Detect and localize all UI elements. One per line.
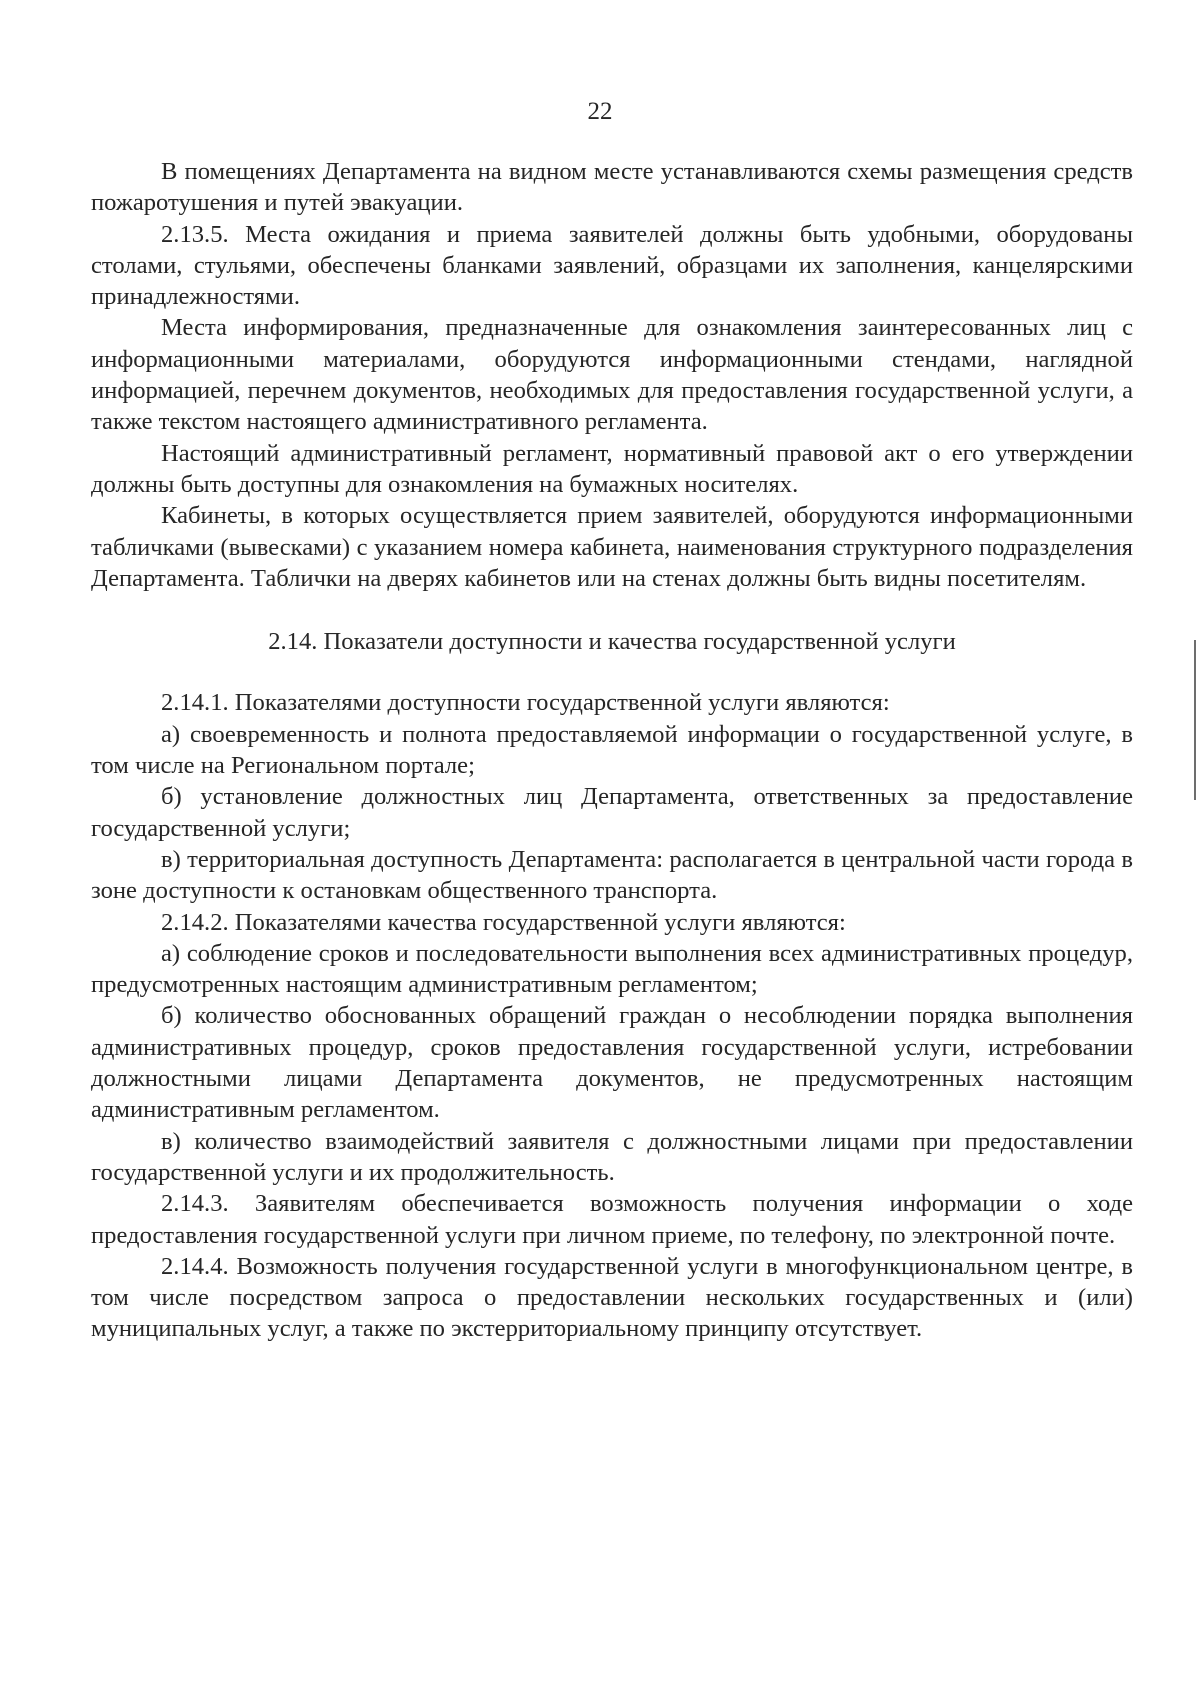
paragraph-2-14-3: 2.14.3. Заявителям обеспечивается возможность получения информации о ходе предоставления государственной услуги при личном приеме, по телефону, по электронной почте.: [91, 1190, 1133, 1249]
paragraph-evacuation-schemes: В помещениях Департамента на видном месте устанавливаются схемы размещения средств пожаротушения и путей эвакуации.: [91, 158, 1133, 217]
paragraph-2-14-4: 2.14.4. Возможность получения государственной услуги в многофункциональном центре, в том числе посредством запроса о предоставлении нескольких государственных и (или) муниципальных услуг, а также по экстерриториальному принципу отсутствует.: [91, 1252, 1133, 1343]
page-content: [91, 156, 1133, 1345]
list-item-2-14-1-b: б) установление должностных лиц Департамента, ответственных за предоставление государственной услуги;: [91, 783, 1133, 842]
paragraph-information-places: Места информирования, предназначенные для ознакомления заинтересованных лиц с информационными материалами, оборудуются информационными стендами, наглядной информацией, перечнем документов, необходимых для предоставления государственной услуги, а также текстом настоящего административного регламента.: [91, 314, 1133, 436]
section-heading-2-14: 2.14. Показатели доступности и качества государственной услуги: [268, 628, 956, 656]
scan-edge-line: [1194, 640, 1196, 800]
list-item-2-14-2-a: а) соблюдение сроков и последовательности выполнения всех административных процедур, предусмотренных настоящим административным регламентом;: [91, 939, 1133, 999]
list-item-2-14-2-v: в) количество взаимодействий заявителя с должностными лицами при предоставлении государственной услуги и их продолжительность.: [91, 1127, 1133, 1186]
paragraph-2-13-5: 2.13.5. Места ожидания и приема заявителей должны быть удобными, оборудованы столами, стульями, обеспечены бланками заявлений, образцами их заполнения, канцелярскими принадлежностями.: [91, 220, 1133, 311]
list-item-2-14-1-a: а) своевременность и полнота предоставляемой информации о государственной услуге, в том числе на Региональном портале;: [91, 720, 1133, 780]
paragraph-cabinets: Кабинеты, в которых осуществляется прием заявителей, оборудуются информационными табличками (вывесками) с указанием номера кабинета, наименования структурного подразделения Департамента. Таблички на дверях кабинетов или на стенах должны быть видны посетителям.: [91, 502, 1133, 592]
list-item-2-14-2-b: б) количество обоснованных обращений граждан о несоблюдении порядка выполнения административных процедур, сроков предоставления государственной услуги, истребовании должностными лицами Департамента документов, не предусмотренных настоящим административным регламентом.: [91, 1002, 1133, 1124]
paragraph-2-14-2: 2.14.2. Показателями качества государственной услуги являются:: [161, 908, 846, 936]
paragraph-2-14-1: 2.14.1. Показателями доступности государственной услуги являются:: [161, 689, 890, 717]
paragraph-regulation-availability: Настоящий административный регламент, нормативный правовой акт о его утверждении должны быть доступны для ознакомления на бумажных носителях.: [91, 439, 1133, 498]
page-number: 22: [587, 98, 613, 125]
list-item-2-14-1-v: в) территориальная доступность Департамента: располагается в центральной части города в зоне доступности к остановкам общественного транспорта.: [91, 845, 1133, 905]
